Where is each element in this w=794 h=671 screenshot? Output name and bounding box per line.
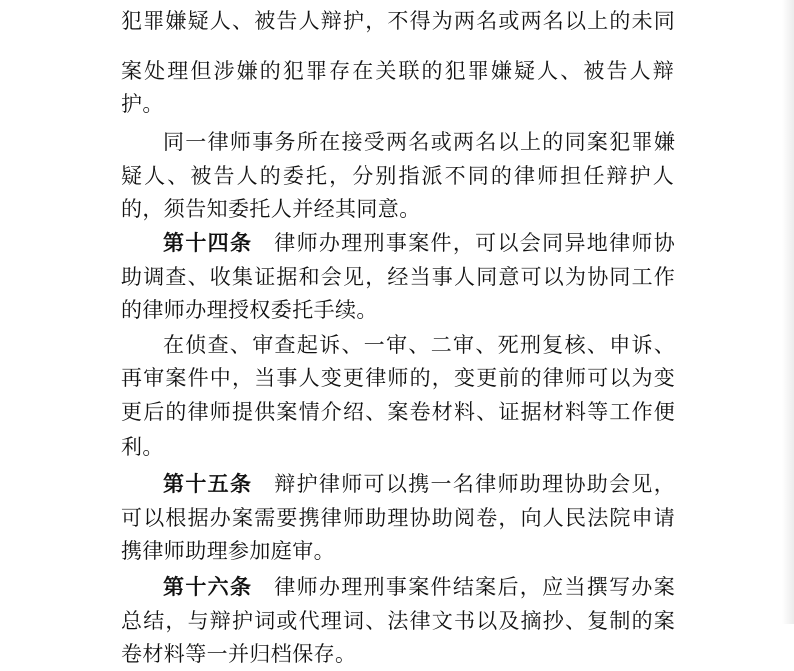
line-text: 律师办理刑事案件结案后，应当撰写办案 — [274, 575, 677, 599]
text-line — [121, 293, 378, 327]
line-text: 再审案件中，当事人变更律师的，变更前的律师可以为变 — [121, 366, 676, 390]
line-text: 辩护律师可以携一名律师助理协助会见， — [274, 472, 677, 496]
text-line — [121, 395, 676, 429]
text-line — [121, 54, 676, 88]
text-line — [121, 87, 164, 121]
text-line — [121, 4, 676, 38]
article-line — [163, 467, 676, 501]
text-line — [121, 501, 676, 535]
line-text: 总结，与辩护词或代理词、法律文书以及摘抄、复制的案 — [121, 609, 676, 633]
line-text: 卷材料等一并归档保存。 — [121, 642, 357, 666]
line-text: 可以根据办案需要携律师助理协助阅卷，向人民法院申请 — [121, 506, 676, 530]
text-line — [121, 192, 421, 226]
article-number: 第十五条 — [163, 471, 253, 496]
text-line — [163, 328, 676, 362]
text-line — [121, 159, 676, 193]
text-line — [121, 361, 676, 395]
text-line — [121, 260, 676, 294]
line-text: 的律师办理授权委托手续。 — [121, 298, 378, 322]
article-number: 第十六条 — [163, 574, 253, 599]
line-text: 同一律师事务所在接受两名或两名以上的同案犯罪嫌 — [163, 130, 677, 154]
line-text: 犯罪嫌疑人、被告人辩护，不得为两名或两名以上的未同 — [121, 9, 676, 33]
line-text: 律师办理刑事案件，可以会同异地律师协 — [274, 231, 677, 255]
line-text: 更后的律师提供案情介绍、案卷材料、证据材料等工作便 — [121, 400, 676, 424]
article-line — [163, 570, 676, 604]
line-text: 在侦查、审查起诉、一审、二审、死刑复核、申诉、 — [163, 333, 677, 357]
line-text: 护。 — [121, 92, 164, 116]
text-line — [163, 125, 676, 159]
line-text: 疑人、被告人的委托，分别指派不同的律师担任辩护人 — [121, 164, 676, 188]
document-page — [121, 0, 677, 666]
article-line — [163, 226, 676, 260]
line-text: 利。 — [121, 435, 164, 459]
text-line — [121, 604, 676, 638]
text-line — [121, 637, 356, 671]
line-text: 案处理但涉嫌的犯罪存在关联的犯罪嫌疑人、被告人辩 — [121, 59, 676, 83]
article-number: 第十四条 — [163, 230, 253, 255]
page-edge-shadow — [782, 0, 794, 624]
text-line — [121, 534, 335, 568]
line-text: 助调查、收集证据和会见，经当事人同意可以为协同工作 — [121, 265, 676, 289]
line-text: 的，须告知委托人并经其同意。 — [121, 197, 421, 221]
text-line — [121, 430, 164, 464]
line-text: 携律师助理参加庭审。 — [121, 539, 335, 563]
